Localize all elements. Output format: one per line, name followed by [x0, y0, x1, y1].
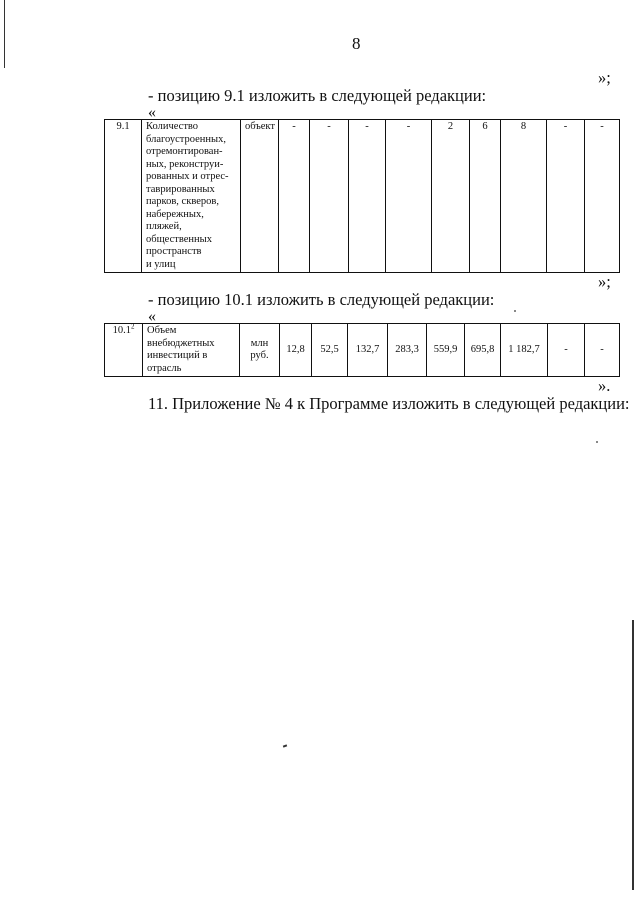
desc-line: отрасль	[147, 362, 182, 374]
desc-line: таврированных	[146, 183, 215, 195]
desc-line: отремонтирован-	[146, 146, 223, 157]
value-cell: 1 182,7	[501, 324, 548, 377]
desc-line: Количество	[146, 121, 199, 132]
closing-quote-3: ».	[598, 376, 611, 395]
desc-line: пространств	[146, 246, 202, 257]
desc-line: Объем	[147, 325, 177, 336]
unit-line: млн	[250, 337, 269, 349]
position-10-1-table	[104, 323, 620, 377]
value-cell: -	[386, 120, 432, 273]
row-number: 9.1	[105, 120, 142, 273]
unit-cell	[240, 324, 280, 377]
value-cell: 6	[470, 120, 501, 273]
desc-line: парков, скверов,	[146, 196, 219, 207]
value-cell: 8	[501, 120, 547, 273]
left-margin-line	[4, 0, 5, 68]
value-cell: 695,8	[465, 324, 501, 377]
row-number	[105, 324, 143, 377]
value-cell: -	[547, 120, 585, 273]
value-cell: 559,9	[427, 324, 465, 377]
value-cell: 52,5	[312, 324, 348, 377]
instruction-appendix-4: 11. Приложение № 4 к Программе изложить в следующей редакции:	[148, 394, 630, 413]
scan-speck	[283, 744, 287, 747]
desc-line: пляжей,	[146, 221, 182, 232]
scan-speck	[514, 310, 516, 312]
closing-quote-2: »;	[598, 272, 611, 291]
desc-line: внебюджетных	[147, 337, 215, 349]
desc-line: набережных,	[146, 208, 204, 220]
value-cell: -	[585, 120, 620, 273]
value-cell: -	[310, 120, 349, 273]
position-9-1-table	[104, 119, 620, 273]
value-cell: -	[349, 120, 386, 273]
desc-line: рованных и отрес-	[146, 171, 229, 182]
unit-line: руб.	[250, 350, 269, 361]
closing-quote-1: »;	[598, 68, 611, 87]
value-cell: 12,8	[280, 324, 312, 377]
right-margin-line	[632, 620, 634, 890]
page-number: 8	[352, 34, 361, 53]
instruction-position-10-1: - позицию 10.1 изложить в следующей редакции:	[148, 290, 495, 309]
unit-cell: объект	[241, 120, 279, 273]
row-number-text: 10.1	[112, 325, 131, 336]
table-row	[105, 324, 620, 377]
desc-line: общественных	[146, 233, 212, 245]
value-cell: -	[548, 324, 585, 377]
value-cell: -	[279, 120, 310, 273]
scan-speck	[596, 441, 598, 443]
value-cell: -	[585, 324, 620, 377]
open-quote-2: «	[148, 308, 156, 325]
row-description	[142, 120, 241, 273]
row-number-footnote: 2	[130, 322, 135, 331]
desc-line: и улиц	[146, 258, 176, 270]
open-quote-1: «	[148, 104, 156, 121]
row-description	[143, 324, 240, 377]
table-row	[105, 120, 620, 273]
desc-line: благоустроенных,	[146, 133, 226, 145]
desc-line: ных, реконструи-	[146, 158, 224, 170]
value-cell: 132,7	[348, 324, 388, 377]
instruction-position-9-1: - позицию 9.1 изложить в следующей редакции:	[148, 86, 487, 105]
value-cell: 2	[432, 120, 470, 273]
desc-line: инвестиций в	[147, 350, 208, 361]
value-cell: 283,3	[388, 324, 427, 377]
